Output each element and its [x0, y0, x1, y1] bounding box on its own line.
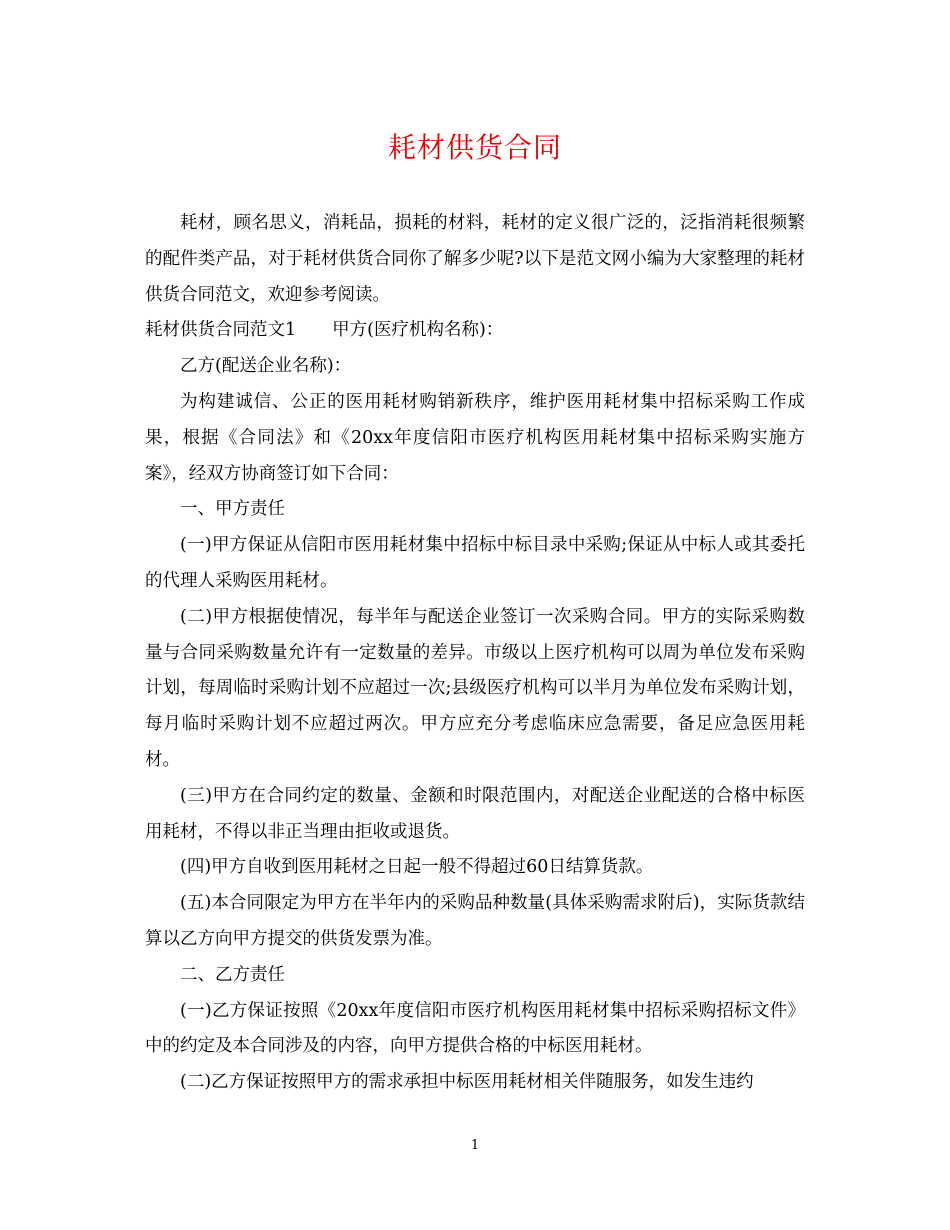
clause-a-1: (一)甲方保证从信阳市医用耗材集中招标中标目录中采购;保证从中标人或其委托的代理人采购医用耗材。 [145, 535, 805, 591]
sample-heading-label: 耗材供货合同范文1 [145, 320, 297, 341]
party-b-label: 乙方(配送企业名称)： [180, 356, 352, 377]
page-number: 1 [470, 1138, 480, 1153]
preamble-paragraph: 为构建诚信、公正的医用耗材购销新秩序，维护医用耗材集中招标采购工作成果，根据《合同法》和《20xx年度信阳市医疗机构医用耗材集中招标采购实施方案》，经双方协商签订如下合同： [145, 391, 805, 484]
clause-a-2: (二)甲方根据使情况，每半年与配送企业签订一次采购合同。甲方的实际采购数量与合同采购数量允许有一定数量的差异。市级以上医疗机构可以周为单位发布采购计划，每周临时采购计划不应超过一次;县级医疗机构可以半月为单位发布采购计划，每月临时采购计划不应超过两次。甲方应充分考虑临床应急需要，备足应急医用耗材。 [145, 606, 805, 770]
clause-b-2: (二)乙方保证按照甲方的需求承担中标医用耗材相关伴随服务，如发生违约 [180, 1072, 754, 1093]
intro-paragraph: 耗材，顾名思义，消耗品，损耗的材料，耗材的定义很广泛的，泛指消耗很频繁的配件类产品，对于耗材供货合同你了解多少呢?以下是范文网小编为大家整理的耗材供货合同范文，欢迎参考阅读。 [145, 213, 805, 305]
section-heading-party-b: 二、乙方责任 [180, 964, 285, 985]
sample-heading [145, 313, 805, 349]
clause-a-5: (五)本合同限定为甲方在半年内的采购品种数量(具体采购需求附后)，实际货款结算以乙方向甲方提交的供货发票为准。 [145, 893, 805, 949]
clause-b-1: (一)乙方保证按照《20xx年度信阳市医疗机构医用耗材集中招标采购招标文件》中的约定及本合同涉及的内容，向甲方提供合格的中标医用耗材。 [145, 1000, 805, 1057]
section-heading-party-a: 一、甲方责任 [180, 499, 285, 520]
document-body [145, 206, 805, 1101]
party-a-label: 甲方(医疗机构名称)： [332, 320, 504, 341]
clause-a-4: (四)甲方自收到医用耗材之日起一般不得超过60日结算货款。 [180, 857, 654, 878]
clause-a-3: (三)甲方在合同约定的数量、金额和时限范围内，对配送企业配送的合格中标医用耗材，不得以非正当理由拒收或退货。 [145, 785, 805, 842]
document-title: 耗材供货合同 [387, 131, 562, 164]
